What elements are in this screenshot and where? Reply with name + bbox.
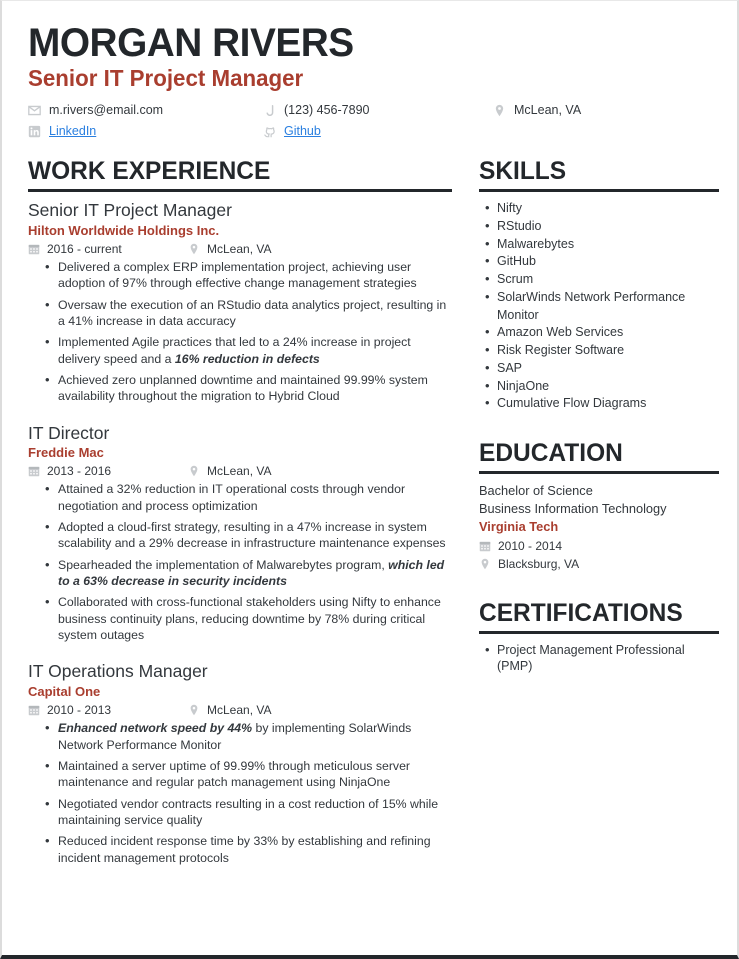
- github-icon: [263, 125, 278, 138]
- contact-phone-text: (123) 456-7890: [284, 103, 370, 118]
- contact-linkedin-link[interactable]: LinkedIn: [49, 124, 97, 139]
- job-location-text: McLean, VA: [207, 703, 272, 718]
- education-field: Business Information Technology: [479, 501, 667, 517]
- education-title: EDUCATION: [479, 439, 623, 468]
- job-dates: [28, 703, 188, 717]
- calendar-icon: [28, 243, 42, 255]
- job-company: Freddie Mac: [28, 445, 104, 461]
- candidate-name: MORGAN RIVERS: [28, 21, 354, 65]
- calendar-icon: [479, 540, 493, 552]
- section-certifications: [479, 599, 719, 675]
- bullet-item: • Delivered a complex ERP implementation project, achieving user adoption of 97% through effective change management strategies: [58, 259, 452, 292]
- map-pin-icon: [188, 243, 202, 255]
- job-dates-text: 2010 - 2013: [47, 703, 112, 718]
- job-company: Hilton Worldwide Holdings Inc.: [28, 222, 220, 238]
- contact-info: [28, 103, 711, 139]
- job-bullets: [28, 259, 452, 405]
- section-work-experience: [28, 157, 452, 866]
- list-item: • Scrum: [497, 271, 719, 289]
- section-divider: [28, 189, 452, 192]
- contact-email-text: m.rivers@email.com: [49, 103, 164, 118]
- bullet-item: • Oversaw the execution of an RStudio data analytics project, resulting in a 41% increase in data accuracy: [58, 297, 452, 330]
- job-location-text: McLean, VA: [207, 464, 272, 479]
- work-experience-title: WORK EXPERIENCE: [28, 157, 271, 186]
- section-divider: [479, 631, 719, 634]
- list-item: • Nifty: [497, 200, 719, 218]
- education-school: Virginia Tech: [479, 519, 559, 535]
- candidate-headline: Senior IT Project Manager: [28, 64, 304, 91]
- bullet-item: • Implemented Agile practices that led to a 24% increase in project delivery speed and a 16% reduction in defects: [58, 334, 452, 367]
- bullet-item: • Enhanced network speed by 44% by implementing SolarWinds Network Performance Monitor: [58, 720, 452, 753]
- contact-github-link[interactable]: Github: [284, 124, 321, 139]
- job-title: IT Director: [28, 422, 110, 443]
- bullet-item: • Spearheaded the implementation of Malwarebytes program, which led to a 63% decrease in security incidents: [58, 557, 452, 590]
- job-title: IT Operations Manager: [28, 661, 208, 682]
- certifications-title: CERTIFICATIONS: [479, 598, 683, 627]
- contact-github[interactable]: [263, 124, 493, 139]
- list-item: • NinjaOne: [497, 378, 719, 396]
- contact-phone: [263, 103, 493, 118]
- map-pin-icon: [188, 465, 202, 477]
- bullet-item: • Achieved zero unplanned downtime and maintained 99.99% system availability throughout the migration to Hybrid Cloud: [58, 372, 452, 405]
- section-skills: [479, 157, 719, 413]
- linkedin-icon: [28, 125, 43, 138]
- list-item: • RStudio: [497, 218, 719, 236]
- job-entry: [28, 423, 452, 644]
- skills-title: SKILLS: [479, 157, 567, 186]
- phone-icon: [263, 104, 278, 117]
- list-item: • GitHub: [497, 253, 719, 271]
- job-entry: [28, 200, 452, 405]
- envelope-icon: [28, 104, 43, 117]
- job-location: [188, 464, 271, 478]
- job-location-text: McLean, VA: [207, 241, 272, 256]
- map-pin-icon: [479, 558, 493, 570]
- map-pin-icon: [493, 104, 508, 117]
- job-location: [188, 703, 271, 717]
- bullet-item: • Adopted a cloud-first strategy, resulting in a 47% increase in system scalability and a 29% decrease in infrastructure maintenance expenses: [58, 519, 452, 552]
- job-meta: [28, 464, 452, 478]
- education-dates: [479, 537, 719, 555]
- calendar-icon: [28, 465, 42, 477]
- job-dates: [28, 464, 188, 478]
- bullet-item: • Maintained a server uptime of 99.99% through meticulous server maintenance and regular patch management using NinjaOne: [58, 758, 452, 791]
- calendar-icon: [28, 704, 42, 716]
- certifications-list: [479, 642, 719, 675]
- list-item: • Project Management Professional (PMP): [497, 642, 719, 675]
- education-location-text: Blacksburg, VA: [498, 556, 580, 571]
- job-meta: [28, 242, 452, 256]
- bullet-item: • Collaborated with cross-functional stakeholders using Nifty to enhance business continuity plans, reducing downtime by 78% during critical system outages: [58, 594, 452, 643]
- list-item: • SAP: [497, 360, 719, 378]
- section-education: [479, 439, 719, 572]
- list-item: • Malwarebytes: [497, 236, 719, 254]
- education-dates-text: 2010 - 2014: [498, 538, 563, 553]
- bullet-item: • Attained a 32% reduction in IT operational costs through vendor negotiation and process optimization: [58, 481, 452, 514]
- job-company: Capital One: [28, 684, 101, 700]
- list-item: • SolarWinds Network Performance Monitor: [497, 289, 719, 325]
- education-degree: Bachelor of Science: [479, 483, 593, 499]
- contact-email: [28, 103, 263, 118]
- list-item: • Risk Register Software: [497, 342, 719, 360]
- job-meta: [28, 703, 452, 717]
- job-bullets: [28, 481, 452, 643]
- section-divider: [479, 189, 719, 192]
- contact-linkedin[interactable]: [28, 124, 263, 139]
- bullet-item: • Reduced incident response time by 33% by establishing and refining incident management protocols: [58, 833, 452, 866]
- contact-location-text: McLean, VA: [514, 103, 582, 118]
- skills-list: [479, 200, 719, 413]
- job-dates-text: 2013 - 2016: [47, 464, 112, 479]
- education-location: [479, 555, 719, 573]
- section-divider: [479, 471, 719, 474]
- contact-location: [493, 103, 711, 118]
- job-bullets: [28, 720, 452, 866]
- job-entry: [28, 661, 452, 866]
- bullet-item: • Negotiated vendor contracts resulting in a cost reduction of 15% while maintaining service quality: [58, 796, 452, 829]
- job-location: [188, 242, 271, 256]
- resume-header: [28, 23, 711, 139]
- job-dates: [28, 242, 188, 256]
- job-title: Senior IT Project Manager: [28, 200, 232, 221]
- list-item: • Amazon Web Services: [497, 324, 719, 342]
- job-dates-text: 2016 - current: [47, 241, 122, 256]
- map-pin-icon: [188, 704, 202, 716]
- list-item: • Cumulative Flow Diagrams: [497, 395, 719, 413]
